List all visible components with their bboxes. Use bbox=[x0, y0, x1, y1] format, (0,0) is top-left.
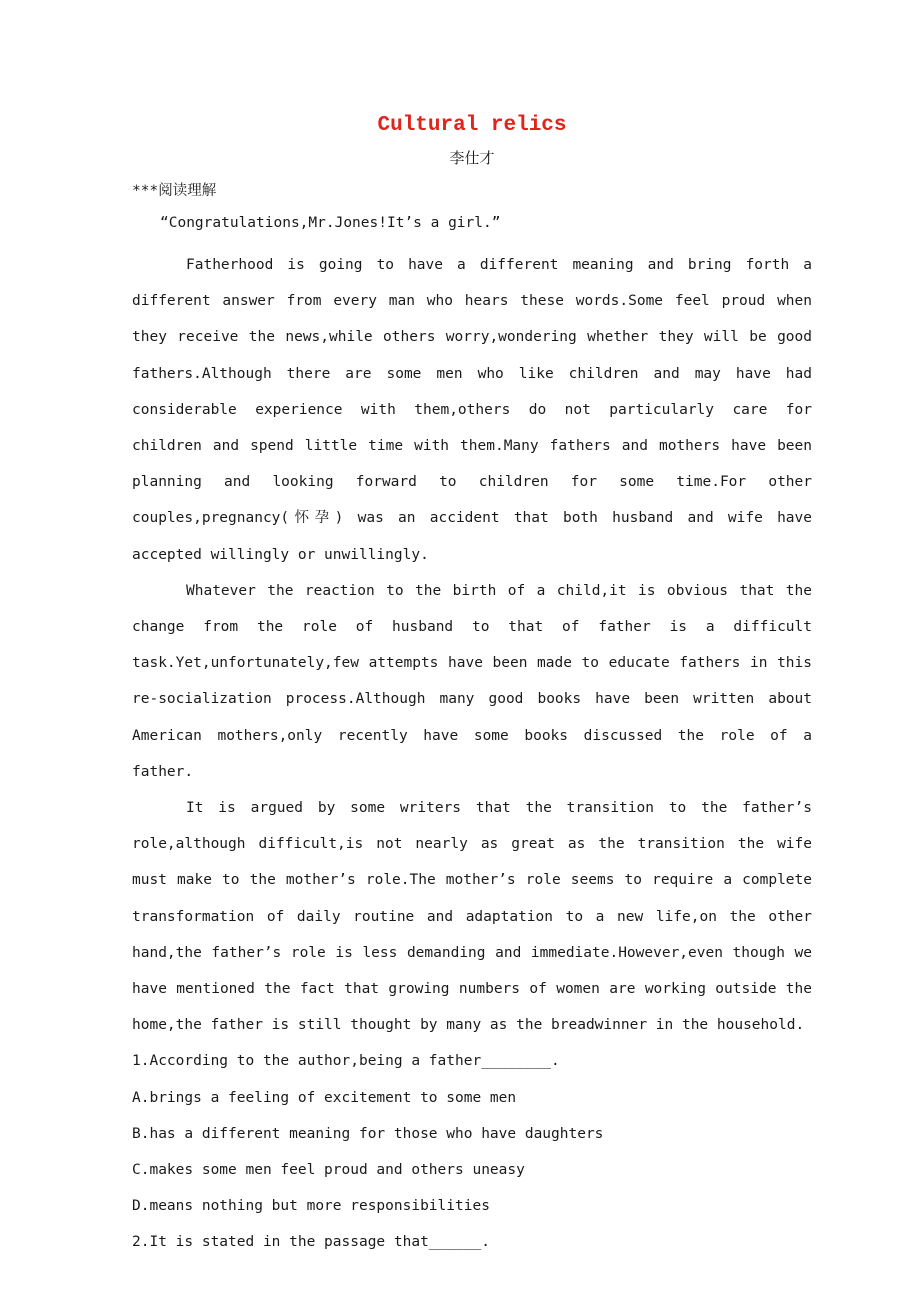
option-b: B.has a different meaning for those who have daughters bbox=[132, 1125, 604, 1142]
document-title: Cultural relics bbox=[377, 114, 567, 137]
document-page bbox=[132, 112, 812, 1261]
opening-quote: “Congratulations,Mr.Jones!It’s a girl.” bbox=[160, 215, 501, 231]
document-author: 李仕才 bbox=[449, 149, 495, 167]
option-d: D.means nothing but more responsibilities bbox=[132, 1198, 490, 1215]
passage-paragraph-3: It is argued by some writers that the transition to the father’s role,although difficult,is not nearly as great as the transition the wife must make to the mother’s role.The mother’s role seems to require a complete transformation of daily routine and adaptation to a new life,on the other hand,the father’s role is less demanding and immediate.However,even though we have mentioned the fact that growing numbers of women are working outside the home,the father is still thought by many as the breadwinner in the household. bbox=[132, 800, 812, 1034]
passage-paragraph-1: Fatherhood is going to have a different meaning and bring forth a different answer from every man who hears these words.Some feel proud when they receive the news,while others worry,wondering whether they will be good fathers.Although there are some men who like children and may have had considerable experience with them,others do not particularly care for children and spend little time with them.Many fathers and mothers have been planning and looking forward to children for some time.For other couples,pregnancy(怀孕) was an accident that both husband and wife have accepted willingly or unwillingly. bbox=[132, 257, 812, 563]
question-stem: 1.According to the author,being a father________. bbox=[132, 1053, 560, 1070]
question-stem: 2.It is stated in the passage that______. bbox=[132, 1234, 490, 1251]
section-label: ***阅读理解 bbox=[132, 183, 217, 199]
question-2 bbox=[132, 1224, 812, 1260]
question-1 bbox=[132, 1043, 812, 1224]
option-c: C.makes some men feel proud and others uneasy bbox=[132, 1162, 525, 1179]
option-a: A.brings a feeling of excitement to some men bbox=[132, 1089, 517, 1106]
passage-paragraph-2: Whatever the reaction to the birth of a child,it is obvious that the change from the role of husband to that of father is a difficult task.Yet,unfortunately,few attempts have been made to educate fathers in this re-socialization process.Although many good books have been written about American mothers,only recently have some books discussed the role of a father. bbox=[132, 582, 812, 780]
